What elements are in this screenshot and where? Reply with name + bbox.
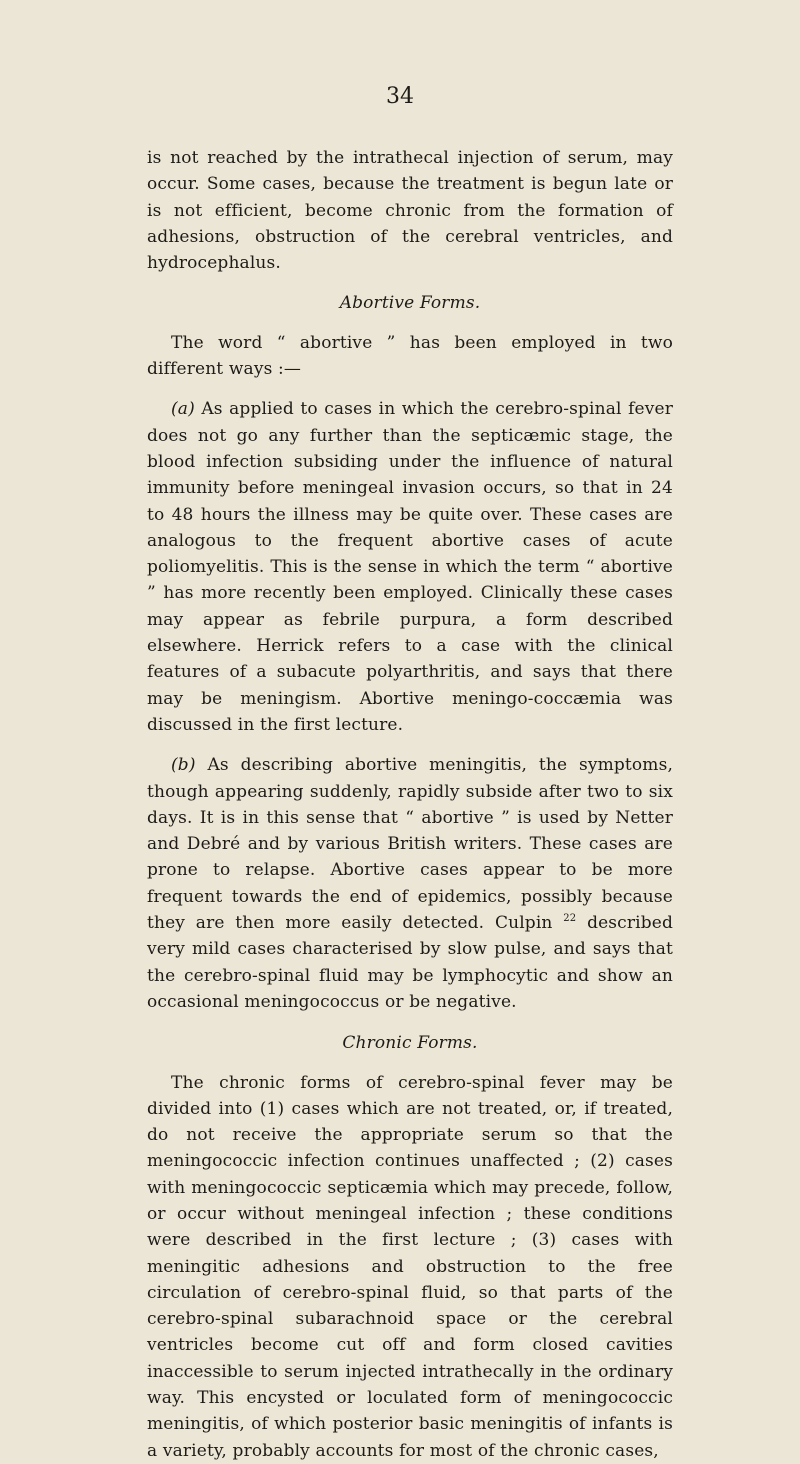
- chronic-forms-heading: Chronic Forms.: [342, 1033, 478, 1054]
- chronic-paragraph: The chronic forms of cerebro-spinal fever may be divided into (1) cases which are not treated, or, if treated, do not receive the appropriate serum so that the meningococcic infection continues unaffected ; (2) cases with meningococcic septicæmia which may precede, follow, or occur without meningeal infection ; these conditions were described in the first lecture ; (3) cases with meningitic adhesions and obstruction to the free circulation of cerebro-spinal fluid, so that parts of the cerebro-spinal subarachnoid space or the cerebral ventricles become cut off and form closed cavities inaccessible to serum injected intrathecally in the ordinary way. This encysted or loculated form of meningococcic meningitis, of which posterior basic meningitis of infants is a variety, probably accounts for most of the chronic cases,: [147, 1072, 673, 1461]
- paragraph-b-marker: (b): [171, 755, 196, 776]
- page-number: 34: [386, 84, 414, 109]
- paragraph-a-text: As applied to cases in which the cerebro-spinal fever does not go any further than the septicæmic stage, the blood infection subsiding under the influence of natural immunity before meningeal invasion occurs, so that in 24 to 48 hours the illness may be quite over. These cases are analogous to the frequent abortive cases of acute poliomyelitis. This is the sense in which the term “ abortive ” has more recently been employed. Clinically these cases may appear as febrile purpura, a form described elsewhere. Herrick refers to a case with the clinical features of a subacute polyarthritis, and says that there may be meningism. Abortive meningo-coccæmia was discussed in the first lecture.: [147, 399, 673, 735]
- abortive-paragraph-b: [147, 752, 673, 1015]
- intro-paragraph: is not reached by the intrathecal injection of serum, may occur. Some cases, because the treatment is begun late or is not efficient, become chronic from the formation of adhesions, obstruction of the cerebral ventricles, and hydrocephalus.: [147, 148, 673, 274]
- page-body: [147, 145, 673, 1464]
- abortive-intro-paragraph: The word “ abortive ” has been employed in two different ways :—: [147, 332, 673, 380]
- abortive-paragraph-a: [147, 396, 673, 738]
- paragraph-b-text-end: described very mild cases characterised by slow pulse, and says that the cerebro-spinal fluid may be lymphocytic and show an occasional meningococcus or be negative.: [147, 913, 673, 1012]
- abortive-forms-heading: Abortive Forms.: [339, 293, 481, 314]
- culpin-reference: 22: [563, 913, 577, 925]
- paragraph-b-text: As describing abortive meningitis, the symptoms, though appearing suddenly, rapidly subside after two to six days. It is in this sense that “ abortive ” is used by Netter and Debré and by various British writers. These cases are prone to relapse. Abortive cases appear to be more frequent towards the end of epidemics, possibly because they are then more easily detected. Culpin: [147, 755, 673, 934]
- paragraph-a-marker: (a): [171, 399, 195, 420]
